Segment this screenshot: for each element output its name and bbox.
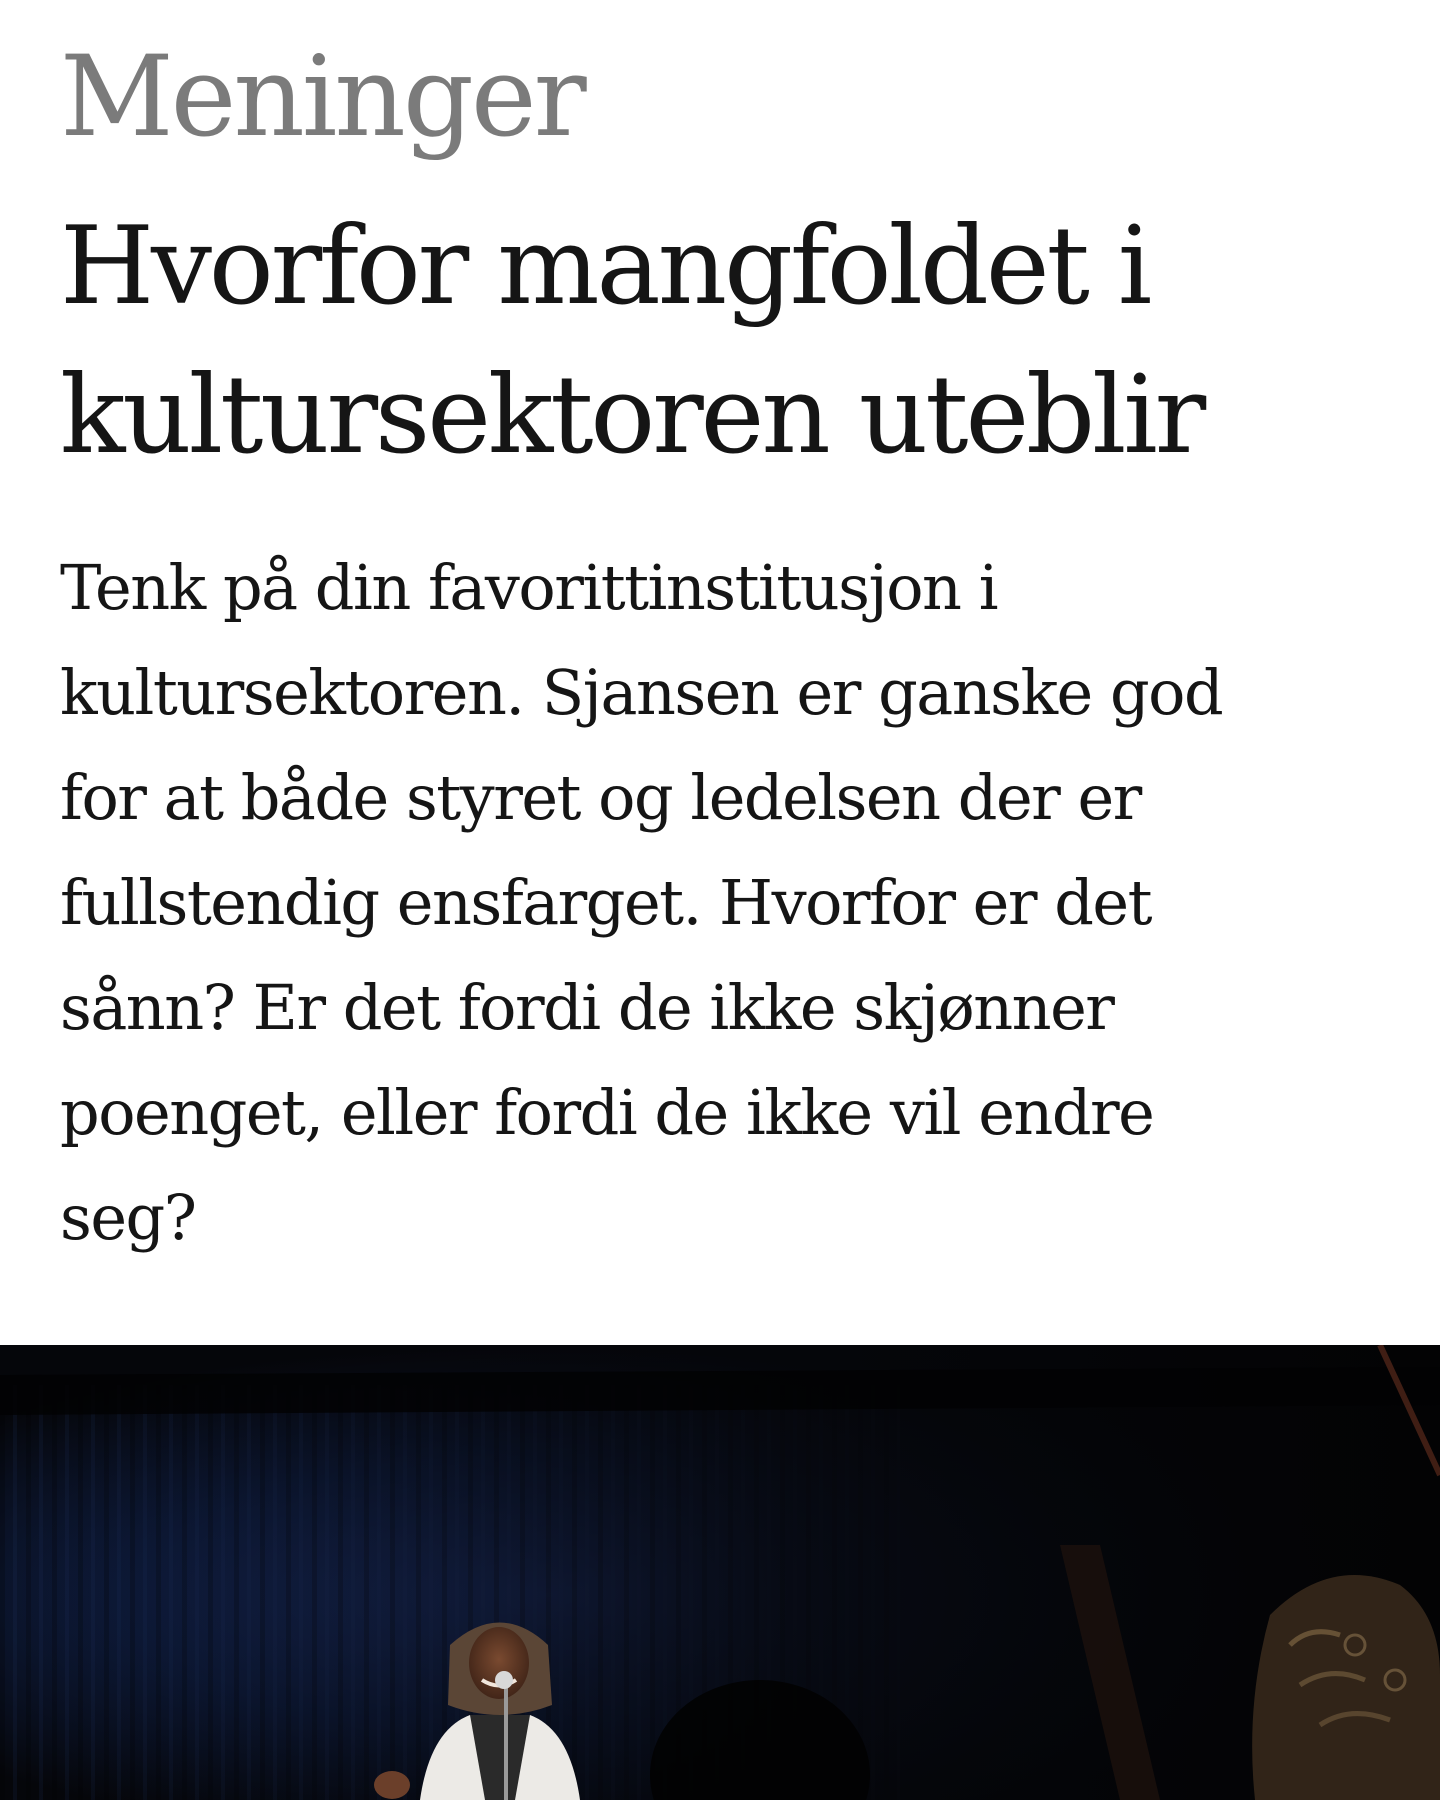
lede-line: seg? xyxy=(60,1181,196,1254)
lede-line: kultursektoren. Sjansen er ganske god xyxy=(60,656,1223,729)
audience-silhouette xyxy=(1252,1575,1440,1800)
hand xyxy=(374,1771,410,1799)
lede-line: fullstendig ensfarget. Hvorfor er det xyxy=(60,866,1152,939)
headline xyxy=(60,192,1400,490)
lede xyxy=(60,535,1400,1270)
stage-photo-illustration xyxy=(0,1345,1440,1800)
microphone xyxy=(495,1671,513,1689)
section-label[interactable]: Meninger xyxy=(60,33,584,162)
headline-line: Hvorfor mangfoldet i xyxy=(60,204,1150,329)
headline-line: kultursektoren uteblir xyxy=(60,353,1204,478)
lede-line: Tenk på din favorittinstitusjon i xyxy=(60,551,998,624)
lede-line: poenget, eller fordi de ikke vil endre xyxy=(60,1076,1154,1149)
lede-line: sånn? Er det fordi de ikke skjønner xyxy=(60,971,1114,1044)
lede-line: for at både styret og ledelsen der er xyxy=(60,761,1141,834)
hero-photo xyxy=(0,1345,1440,1800)
face xyxy=(469,1627,529,1699)
